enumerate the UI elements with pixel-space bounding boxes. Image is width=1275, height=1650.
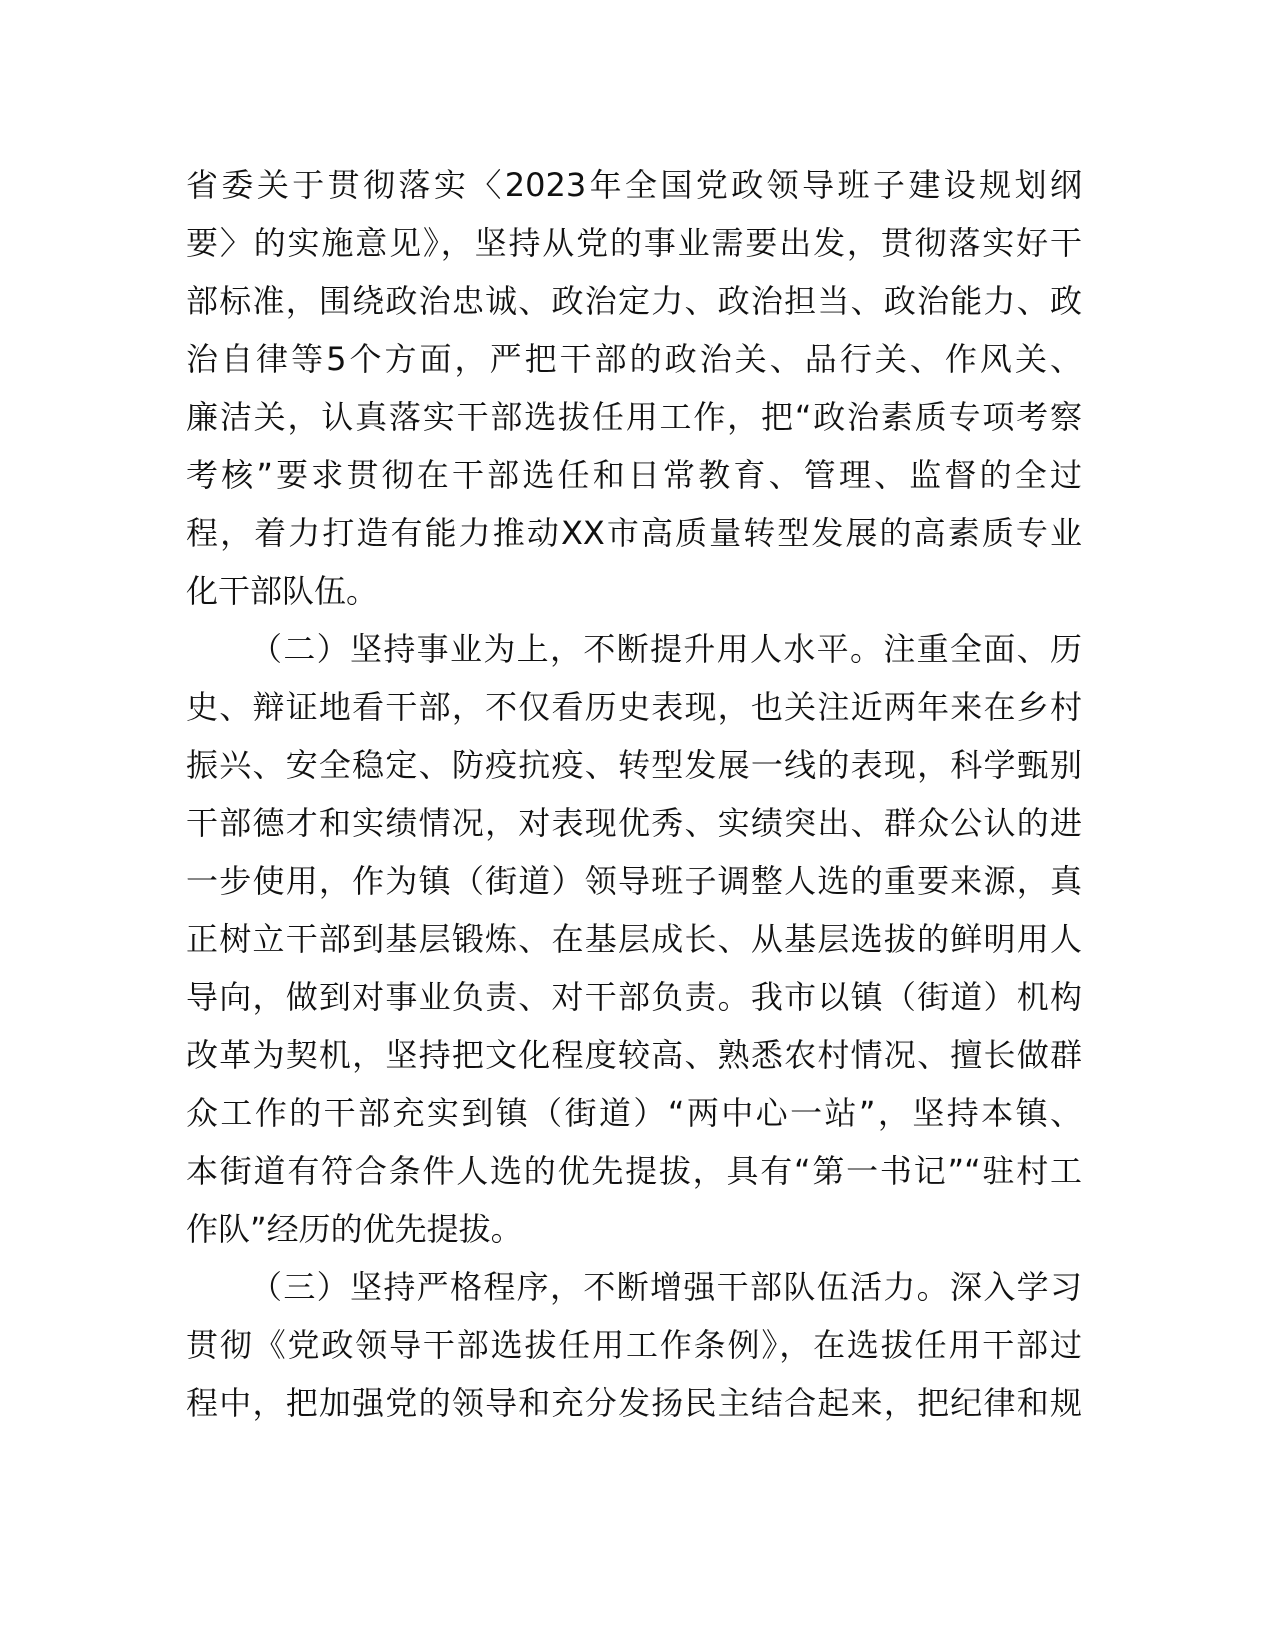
text-line: 贯彻《党政领导干部选拔任用工作条例》，在选拔任用干部过 — [186, 1326, 1082, 1364]
text-line: 程，着力打造有能力推动XX市高质量转型发展的高素质专业 — [186, 514, 1082, 552]
document-body — [186, 156, 1082, 1432]
text-line: 众工作的干部充实到镇（街道）“两中心一站”，坚持本镇、 — [186, 1094, 1082, 1132]
paragraph-3 — [186, 1258, 1082, 1432]
text-line: 作队”经历的优先提拔。 — [186, 1210, 523, 1248]
text-line: 一步使用，作为镇（街道）领导班子调整人选的重要来源，真 — [186, 862, 1082, 900]
text-line: 正树立干部到基层锻炼、在基层成长、从基层选拔的鲜明用人 — [186, 920, 1082, 958]
text-line: 化干部队伍。 — [186, 572, 379, 610]
text-line: 省委关于贯彻落实〈2023年全国党政领导班子建设规划纲 — [186, 166, 1082, 204]
text-line: 廉洁关，认真落实干部选拔任用工作，把“政治素质专项考察 — [186, 398, 1082, 436]
text-line: 干部德才和实绩情况，对表现优秀、实绩突出、群众公认的进 — [186, 804, 1082, 842]
text-line: 治自律等5个方面，严把干部的政治关、品行关、作风关、 — [186, 340, 1082, 378]
text-line: 史、辩证地看干部，不仅看历史表现，也关注近两年来在乡村 — [186, 688, 1082, 726]
text-line: 改革为契机，坚持把文化程度较高、熟悉农村情况、擅长做群 — [186, 1036, 1082, 1074]
paragraph-1 — [186, 156, 1082, 620]
text-line: 本街道有符合条件人选的优先提拔，具有“第一书记”“驻村工 — [186, 1152, 1082, 1190]
text-line: 振兴、安全稳定、防疫抗疫、转型发展一线的表现，科学甄别 — [186, 746, 1082, 784]
text-line: 部标准，围绕政治忠诚、政治定力、政治担当、政治能力、政 — [186, 282, 1082, 320]
text-line: 程中，把加强党的领导和充分发扬民主结合起来，把纪律和规 — [186, 1384, 1082, 1422]
paragraph-2 — [186, 620, 1082, 1258]
text-line: 导向，做到对事业负责、对干部负责。我市以镇（街道）机构 — [186, 978, 1082, 1016]
text-line: 考核”要求贯彻在干部选任和日常教育、管理、监督的全过 — [186, 456, 1082, 494]
text-line: 要〉的实施意见》，坚持从党的事业需要出发，贯彻落实好干 — [186, 224, 1082, 262]
text-line: （二）坚持事业为上，不断提升用人水平。注重全面、历 — [250, 630, 1082, 668]
text-line: （三）坚持严格程序，不断增强干部队伍活力。深入学习 — [250, 1268, 1082, 1306]
